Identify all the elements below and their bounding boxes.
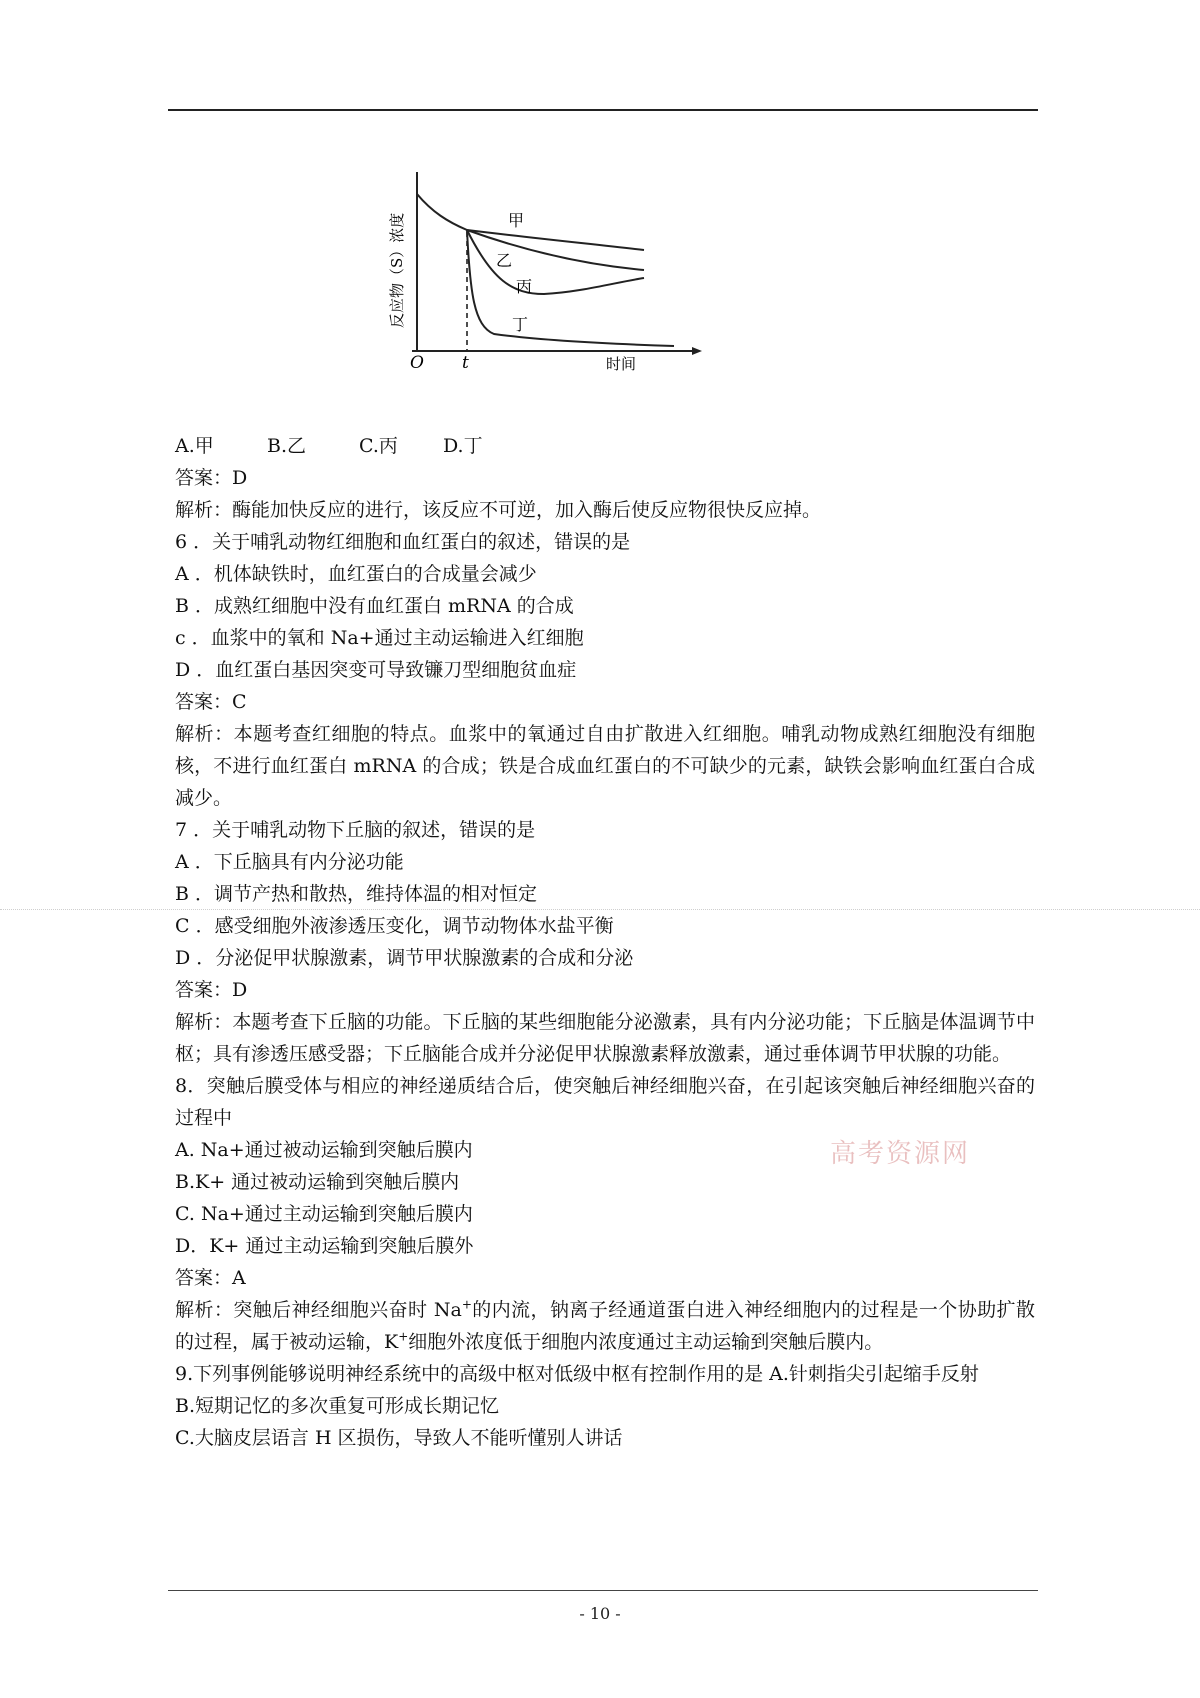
q9-option-c: C.大脑皮层语言 H 区损伤，导致人不能听懂别人讲话 <box>175 1427 623 1449</box>
q7-stem: 7 ．关于哺乳动物下丘脑的叙述，错误的是 <box>175 819 536 841</box>
q7-option-a: A ．下丘脑具有内分泌功能 <box>175 851 404 873</box>
q5-option-a: A.甲 <box>175 435 214 457</box>
y-axis-label: 反应物（S）浓度 <box>388 212 406 328</box>
t-label: t <box>462 353 469 373</box>
x-axis-arrow <box>692 347 702 355</box>
q8-analysis-part1: 解析：突触后神经细胞兴奋时 Na <box>175 1299 462 1321</box>
q6-option-c: c ．血浆中的氧和 Na+通过主动运输进入红细胞 <box>175 627 584 649</box>
q9-option-b: B.短期记忆的多次重复可形成长期记忆 <box>175 1395 500 1417</box>
q8-option-a: A. Na+通过被动运输到突触后膜内 <box>175 1139 473 1161</box>
curve-label-jia: 甲 <box>508 211 525 230</box>
watermark-stamp: 高考资源网 <box>830 1139 971 1169</box>
reaction-figure <box>388 168 772 408</box>
q5-options <box>175 430 1035 462</box>
curve-yi <box>467 230 644 270</box>
q8-answer: 答案：A <box>175 1267 246 1289</box>
footer-rule <box>168 1590 1038 1591</box>
q8-analysis-part2: 的内流，钠离子经通道蛋白进入神经细胞内的过程是一个协助扩散的过程，属于被动运输，K <box>175 1299 1035 1353</box>
q5-option-c: C.丙 <box>359 435 398 457</box>
q8-superscript-k: + <box>398 1329 409 1344</box>
q7-analysis: 解析：本题考查下丘脑的功能。下丘脑的某些细胞能分泌激素，具有内分泌功能；下丘脑是体温调节中枢；具有渗透压感受器；下丘脑能合成并分泌促甲状腺激素释放激素，通过垂体调节甲状腺的功能。 <box>175 1011 1035 1065</box>
curve-initial <box>417 194 467 230</box>
q6-stem: 6 ．关于哺乳动物红细胞和血红蛋白的叙述，错误的是 <box>175 531 631 553</box>
q8-stem: 8．突触后膜受体与相应的神经递质结合后，使突触后神经细胞兴奋，在引起该突触后神经细胞兴奋的过程中 <box>175 1075 1035 1129</box>
reaction-graph <box>388 168 772 408</box>
q5-option-b: B.乙 <box>267 435 307 457</box>
x-axis-label: 时间 <box>606 355 637 373</box>
curve-label-yi: 乙 <box>496 251 513 270</box>
header-rule <box>168 109 1038 111</box>
q6-option-b: B ．成熟红细胞中没有血红蛋白 mRNA 的合成 <box>175 595 574 617</box>
q6-option-a: A ．机体缺铁时，血红蛋白的合成量会减少 <box>175 563 537 585</box>
curve-ding <box>467 230 674 346</box>
origin-label: O <box>410 353 424 373</box>
q5-option-d: D.丁 <box>443 435 483 457</box>
q7-option-c: C ．感受细胞外液渗透压变化，调节动物体水盐平衡 <box>175 915 614 937</box>
q5-answer: 答案：D <box>175 467 248 489</box>
q6-answer: 答案：C <box>175 691 247 713</box>
q8-analysis <box>175 1294 1035 1358</box>
curve-label-bing: 丙 <box>516 277 533 296</box>
q6-option-d: D ．血红蛋白基因突变可导致镰刀型细胞贫血症 <box>175 659 577 681</box>
q8-analysis-part3: 细胞外浓度低于细胞内浓度通过主动运输到突触后膜内。 <box>408 1331 884 1353</box>
q6-analysis: 解析：本题考查红细胞的特点。血浆中的氧通过自由扩散进入红细胞。哺乳动物成熟红细胞没有细胞核，不进行血红蛋白 mRNA 的合成；铁是合成血红蛋白的不可缺少的元素，缺铁会影响血红蛋白合成减少。 <box>175 723 1035 809</box>
q8-superscript-na: + <box>461 1297 472 1312</box>
curve-label-ding: 丁 <box>512 315 529 334</box>
q8-option-d: D．K+ 通过主动运输到突触后膜外 <box>175 1235 474 1257</box>
q9-stem: 9.下列事例能够说明神经系统中的高级中枢对低级中枢有控制作用的是 A.针刺指尖引起缩手反射 <box>175 1363 979 1385</box>
document-body <box>175 430 1035 1454</box>
page-number: - 10 - <box>579 1604 621 1623</box>
q5-analysis: 解析：酶能加快反应的进行，该反应不可逆，加入酶后使反应物很快反应掉。 <box>175 499 822 521</box>
q7-answer: 答案：D <box>175 979 248 1001</box>
q8-option-c: C. Na+通过主动运输到突触后膜内 <box>175 1203 473 1225</box>
q7-option-d: D ．分泌促甲状腺激素，调节甲状腺激素的合成和分泌 <box>175 947 634 969</box>
q7-option-b: B ．调节产热和散热，维持体温的相对恒定 <box>175 883 538 905</box>
q8-option-b: B.K+ 通过被动运输到突触后膜内 <box>175 1171 460 1193</box>
